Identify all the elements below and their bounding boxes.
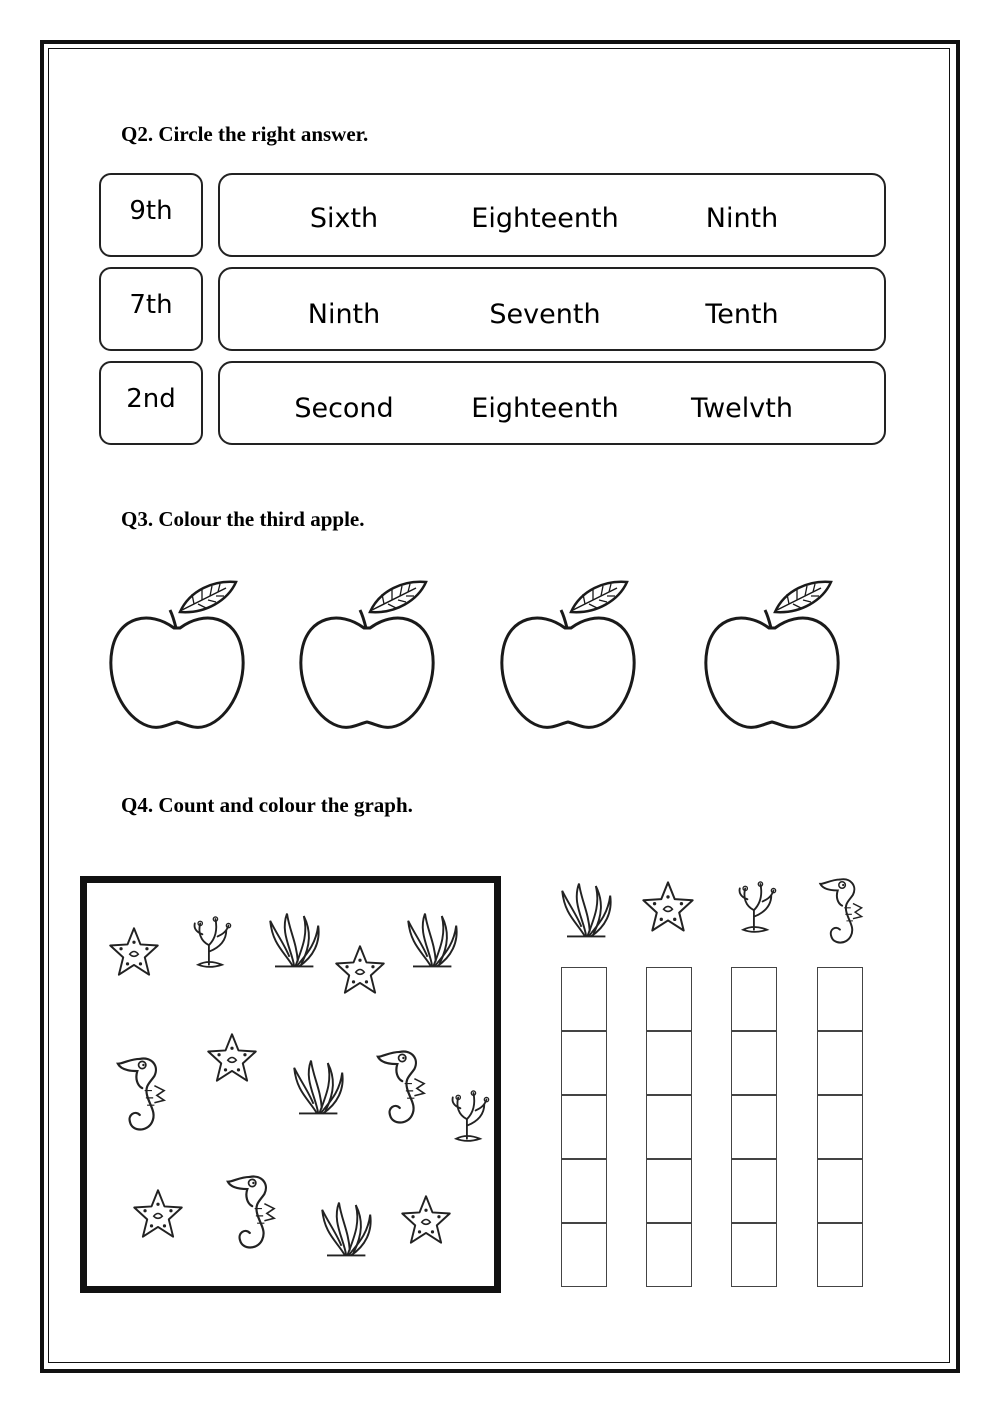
coral-icon	[185, 903, 235, 983]
graph-cell[interactable]	[646, 1095, 692, 1159]
graph-column	[646, 967, 692, 1287]
answer-option[interactable]: Second	[294, 393, 394, 424]
answer-row-box	[218, 173, 886, 257]
answer-option[interactable]: Eighteenth	[471, 393, 619, 424]
answer-option[interactable]: Tenth	[705, 299, 779, 330]
answer-option[interactable]: Ninth	[307, 299, 381, 330]
apple-icon[interactable]	[697, 570, 847, 740]
graph-column	[731, 967, 777, 1287]
seahorse-icon	[373, 1021, 429, 1151]
answer-option[interactable]: Eighteenth	[471, 203, 619, 234]
coral-icon	[730, 858, 780, 958]
seahorse-icon	[223, 1149, 279, 1273]
apple-icon[interactable]	[102, 570, 252, 740]
graph-cell[interactable]	[561, 1159, 607, 1223]
answer-option[interactable]: Seventh	[489, 299, 601, 330]
graph-cell[interactable]	[646, 1031, 692, 1095]
answer-option[interactable]: Twelvth	[691, 393, 793, 424]
starfish-icon	[640, 858, 696, 956]
q2-title: Q2. Circle the right answer.	[121, 122, 369, 146]
apple-icon[interactable]	[292, 570, 442, 740]
seaweed-icon	[401, 905, 461, 975]
graph-cell[interactable]	[646, 1159, 692, 1223]
seaweed-icon	[263, 905, 323, 975]
starfish-icon	[107, 925, 161, 979]
coral-icon	[443, 1067, 493, 1167]
starfish-icon	[333, 943, 387, 997]
graph-cell[interactable]	[561, 967, 607, 1031]
sea-creatures-picture	[80, 876, 501, 1293]
q3-title: Q3. Colour the third apple.	[121, 507, 365, 531]
seahorse-icon	[113, 1029, 169, 1157]
graph-cell[interactable]	[561, 1223, 607, 1287]
seaweed-icon	[555, 858, 615, 962]
graph-cell[interactable]	[646, 1223, 692, 1287]
graph-cell[interactable]	[817, 967, 863, 1031]
graph-cell[interactable]	[731, 1159, 777, 1223]
starfish-icon	[399, 1193, 453, 1247]
graph-column	[817, 967, 863, 1287]
answer-row-box	[218, 267, 886, 351]
apple-icon[interactable]	[493, 570, 643, 740]
graph-cell[interactable]	[817, 1095, 863, 1159]
graph-cell[interactable]	[731, 967, 777, 1031]
q4-title: Q4. Count and colour the graph.	[121, 793, 413, 817]
ordinal-box: 9th	[99, 173, 203, 257]
graph-cell[interactable]	[561, 1095, 607, 1159]
graph-cell[interactable]	[561, 1031, 607, 1095]
answer-option[interactable]: Ninth	[705, 203, 779, 234]
answer-option[interactable]: Sixth	[309, 203, 379, 234]
graph-cell[interactable]	[817, 1031, 863, 1095]
graph-cell[interactable]	[731, 1095, 777, 1159]
ordinal-box: 2nd	[99, 361, 203, 445]
graph-cell[interactable]	[731, 1031, 777, 1095]
seaweed-icon	[287, 1047, 347, 1127]
graph-cell[interactable]	[731, 1223, 777, 1287]
graph-cell[interactable]	[646, 967, 692, 1031]
graph-cell[interactable]	[817, 1223, 863, 1287]
starfish-icon	[131, 1187, 185, 1241]
graph-column	[561, 967, 607, 1287]
graph-cell[interactable]	[817, 1159, 863, 1223]
seaweed-icon	[315, 1191, 375, 1267]
ordinal-box: 7th	[99, 267, 203, 351]
answer-row-box	[218, 361, 886, 445]
starfish-icon	[205, 1031, 259, 1085]
seahorse-icon	[816, 858, 866, 962]
